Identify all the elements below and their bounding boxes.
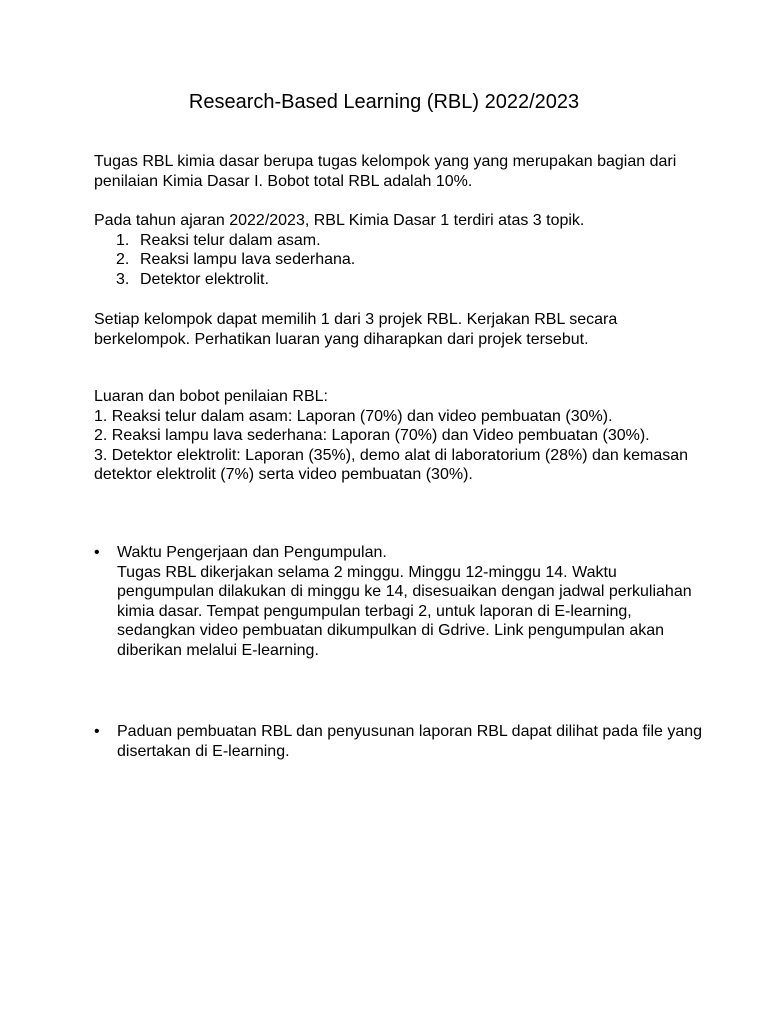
topic-item: [94, 250, 714, 270]
topics-intro: Pada tahun ajaran 2022/2023, RBL Kimia Dasar 1 terdiri atas 3 topik.: [94, 212, 585, 229]
topic-text: Detektor elektrolit.: [140, 270, 269, 288]
bullet-heading: Waktu Pengerjaan dan Pengumpulan.: [117, 544, 387, 561]
topics-section: [94, 211, 714, 289]
bullet-item-guide: [94, 722, 714, 761]
page-title: Research-Based Learning (RBL) 2022/2023: [188, 91, 580, 113]
bullet-marker: •: [94, 544, 100, 561]
topic-text: Reaksi lampu lava sederhana.: [140, 251, 356, 269]
topics-list: [94, 231, 714, 290]
luaran-item: 2. Reaksi lampu lava sederhana: Laporan (70%) dan Video pembuatan (30%).: [94, 427, 650, 445]
topic-number: 2.: [116, 251, 130, 269]
luaran-heading: Luaran dan bobot penilaian RBL:: [94, 388, 328, 405]
luaran-item: 1. Reaksi telur dalam asam: Laporan (70%) dan video pembuatan (30%).: [94, 407, 613, 425]
bullet-content: [117, 722, 714, 761]
topic-number: 3.: [116, 270, 130, 288]
topic-number: 1.: [116, 231, 130, 249]
bullet-item-schedule: [94, 543, 714, 661]
luaran-item: 3. Detektor elektrolit: Laporan (35%), demo alat di laboratorium (28%) dan kemasan detektor elektrolit (7%) serta video pembuatan (30%).: [94, 446, 689, 484]
topic-item: [94, 270, 714, 290]
bullet-text: Tugas RBL dikerjakan selama 2 minggu. Minggu 12-minggu 14. Waktu pengumpulan dilakukan di minggu ke 14, disesuaikan dengan jadwal perkuliahan kimia dasar. Tempat pengumpulan terbagi 2, untuk laporan di E-learning, sedangkan video pembuatan dikumpulkan di Gdrive. Link pengumpulan akan diberikan melalui E-learning.: [117, 563, 692, 659]
intro-paragraph: Tugas RBL kimia dasar berupa tugas kelompok yang yang merupakan bagian dari penilaian Kimia Dasar I. Bobot total RBL adalah 10%.: [94, 153, 677, 190]
topic-text: Reaksi telur dalam asam.: [140, 231, 321, 249]
topic-item: [94, 231, 714, 251]
bullet-content: [117, 543, 714, 661]
bullet-text: Paduan pembuatan RBL dan penyusunan laporan RBL dapat dilihat pada file yang disertakan di E-learning.: [117, 723, 703, 760]
luaran-section: [94, 387, 714, 485]
task-paragraph: Setiap kelompok dapat memilih 1 dari 3 projek RBL. Kerjakan RBL secara berkelompok. Perhatikan luaran yang diharapkan dari projek tersebut.: [94, 311, 618, 348]
bullet-marker: •: [94, 723, 100, 740]
